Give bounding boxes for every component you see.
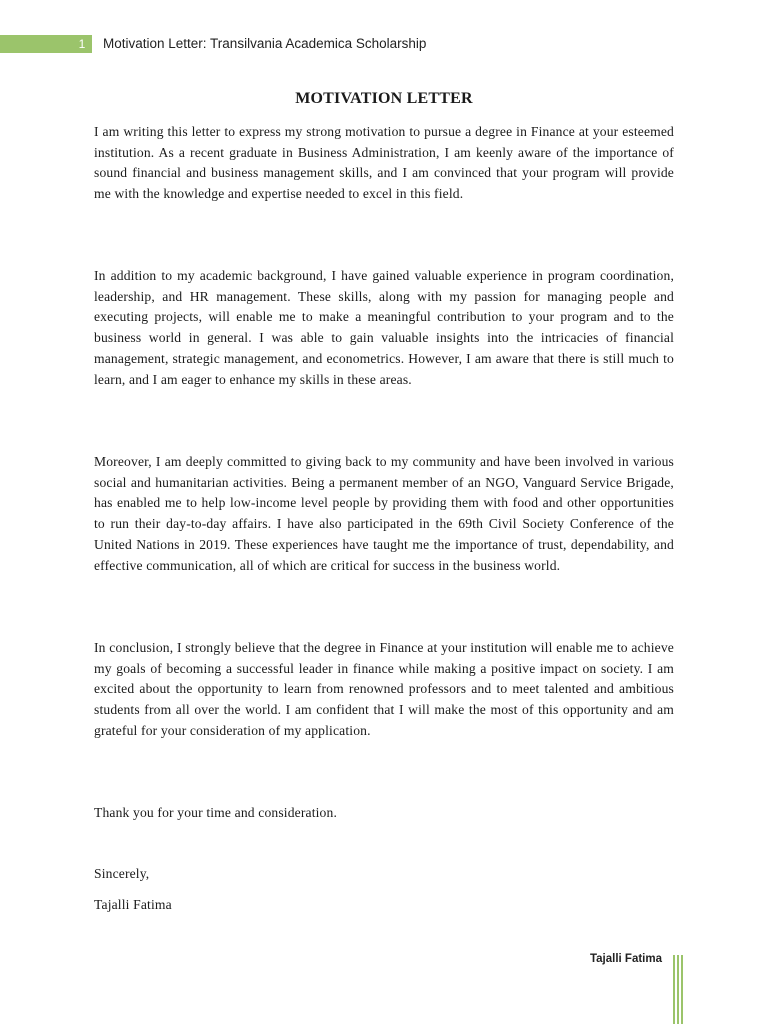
paragraph-2: In addition to my academic background, I have gained valuable experience in program coordination, leadership, and HR management. These skills, along with my passion for managing people and executing projects, will enable me to make a meaningful contribution to your program and to the business world in general. I was able to gain valuable insights into the intricacies of financial management, strategic management, and econometrics. However, I am aware that there is still much to learn, and I am eager to enhance my skills in these areas. (94, 268, 674, 387)
closing-line: Sincerely, (94, 866, 150, 881)
letter-title: MOTIVATION LETTER (295, 90, 473, 107)
paragraph-4: In conclusion, I strongly believe that the degree in Finance at your institution will enable me to achieve my goals of becoming a successful leader in finance while making a positive impact on society. I am excited about the opportunity to learn from renowned professors and to meet talented and ambitious students from all over the world. I am confident that I will make the most of this opportunity and am grateful for your consideration of my application. (94, 640, 674, 738)
page-number: 1 (78, 37, 86, 51)
paragraph-3: Moreover, I am deeply committed to giving back to my community and have been involved in various social and humanitarian activities. Being a permanent member of an NGO, Vanguard Service Brigade, has enabled me to help low-income level people by providing them with food and other opportunities to run their day-to-day affairs. I have also participated in the 69th Civil Society Conference of the United Nations in 2019. These experiences have taught me the importance of trust, dependability, and effective communication, all of which are critical for success in the business world. (94, 454, 674, 573)
header-title: Motivation Letter: Transilvania Academica Scholarship (103, 36, 427, 51)
signature-name: Tajalli Fatima (94, 897, 172, 912)
paragraph-1: I am writing this letter to express my strong motivation to pursue a degree in Finance at your esteemed institution. As a recent graduate in Business Administration, I am keenly aware of the importance of sound financial and business management skills, and I am convinced that your program will provide me with the knowledge and expertise needed to excel in this field. (94, 124, 674, 202)
footer-decorative-rules (673, 955, 685, 1024)
thanks-line: Thank you for your time and consideration. (94, 805, 337, 820)
footer-name: Tajalli Fatima (589, 953, 662, 965)
